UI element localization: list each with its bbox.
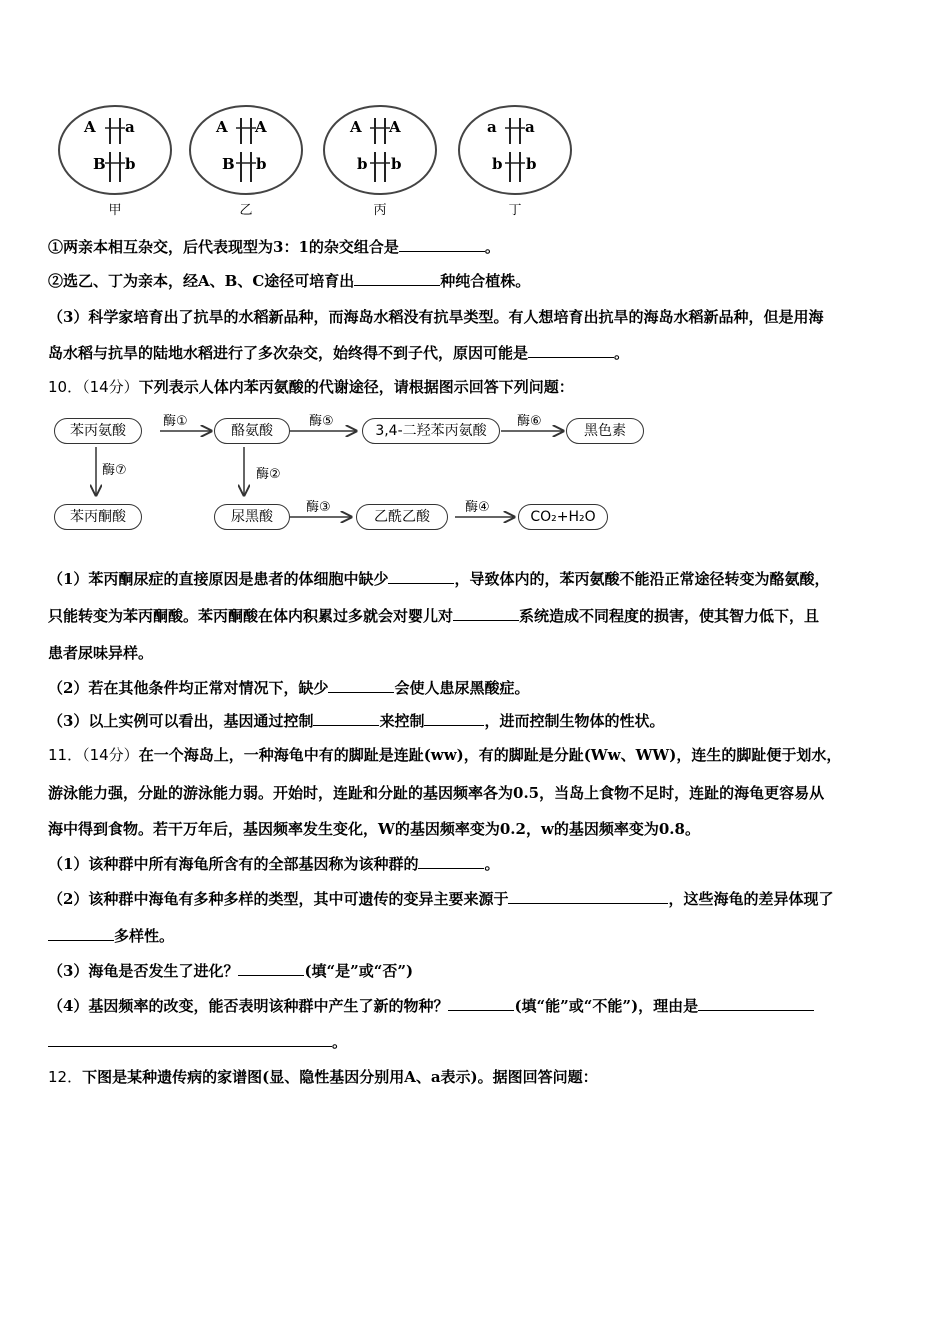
allele-yi-bottom-right: b [256, 155, 267, 173]
answer-blank[interactable] [698, 996, 814, 1011]
q10-a3 [48, 710, 664, 731]
q11-stem-line3: 海中得到食物。若干万年后，基因频率发生变化，W的基因频率变为0.2，w的基因频率变为0.8。 [48, 820, 700, 838]
answer-blank[interactable] [388, 569, 454, 584]
q10-a3-text-b: 来控制 [379, 712, 425, 730]
enzyme-7: 酶⑦ [102, 463, 127, 478]
q10-a1-text-b: ，导致体内的，苯丙氨酸不能沿正常途径转变为酪氨酸， [454, 570, 830, 588]
q11-stem-line1 [48, 744, 841, 765]
q9-sub2-text: ②选乙、丁为亲本，经A、B、C途径可培育出 [48, 272, 355, 290]
q10-stem [48, 376, 574, 397]
node-acetoacetate: 乙酰乙酸 [356, 504, 448, 530]
q11-a3 [48, 960, 413, 981]
q9-part3-end: 。 [614, 344, 630, 362]
q11-a3-text-b: (填“是”或“否”) [304, 962, 414, 980]
cell-label-ding: 丁 [508, 203, 522, 218]
enzyme-6: 酶⑥ [517, 414, 542, 429]
allele-bing-top-right: A [389, 118, 401, 136]
cell-bing [324, 106, 436, 194]
allele-bing-bottom-left: b [357, 155, 368, 173]
chromosome-cells-figure [50, 100, 590, 200]
answer-blank[interactable] [453, 606, 519, 621]
q10-a1-line2 [48, 605, 819, 626]
allele-jia-top-left: A [84, 118, 96, 136]
enzyme-4: 酶④ [465, 500, 490, 515]
q9-part3-line2 [48, 342, 629, 363]
allele-jia-top-right: a [125, 118, 135, 136]
allele-ding-top-left: a [487, 118, 497, 136]
allele-jia-bottom-right: b [125, 155, 136, 173]
q10-a1-line2-text-b: 系统造成不同程度的损害，使其智力低下，且 [519, 607, 820, 625]
node-dopa: 3,4-二羟苯丙氨酸 [362, 418, 500, 444]
answer-blank[interactable] [528, 343, 614, 358]
q10-a2 [48, 677, 529, 698]
q9-part3-line1: （3）科学家培育出了抗旱的水稻新品种，而海岛水稻没有抗旱类型。有人想培育出抗旱的海岛水稻新品种，但是用海 [48, 308, 824, 326]
q9-sub2 [48, 270, 530, 291]
allele-yi-top-right: A [255, 118, 267, 136]
answer-blank[interactable] [399, 237, 485, 252]
q11-a2-text-b: ，这些海龟的差异体现了 [668, 890, 834, 908]
q11-a4-text: （4）基因频率的改变，能否表明该种群中产生了新的物种？ [48, 997, 449, 1015]
q11-a4-text-b: (填“能”或“不能”)，理由是 [514, 997, 699, 1015]
allele-yi-bottom-left: B [222, 155, 235, 173]
q11-a4 [48, 995, 814, 1016]
q10-stem-text: 下列表示人体内苯丙氨酸的代谢途径，请根据图示回答下列问题： [138, 378, 574, 396]
enzyme-1: 酶① [163, 414, 188, 429]
node-tyrosine: 酪氨酸 [214, 418, 290, 444]
allele-bing-bottom-right: b [391, 155, 402, 173]
answer-blank[interactable] [424, 711, 484, 726]
answer-blank[interactable] [508, 889, 668, 904]
q10-a1-line3: 患者尿味异样。 [48, 644, 154, 662]
q11-a3-text: （3）海龟是否发生了进化？ [48, 962, 239, 980]
q9-sub1-end: 。 [484, 238, 500, 256]
q11-a1-text: （1）该种群中所有海龟所含有的全部基因称为该种群的 [48, 855, 419, 873]
q9-sub1-text: ①两亲本相互杂交，后代表现型为3：1的杂交组合是 [48, 238, 399, 256]
node-phenylalanine: 苯丙氨酸 [54, 418, 142, 444]
q11-a1 [48, 853, 499, 874]
q12-stem [48, 1066, 598, 1087]
answer-blank[interactable] [448, 996, 514, 1011]
answer-blank[interactable] [354, 271, 440, 286]
answer-blank[interactable] [418, 854, 484, 869]
q11-a2 [48, 888, 833, 909]
answer-blank[interactable] [238, 961, 304, 976]
cell-label-yi: 乙 [239, 203, 253, 218]
q11-a1-end: 。 [484, 855, 500, 873]
q9-sub2-end: 种纯合植株。 [440, 272, 531, 290]
q10-a2-text: （2）若在其他条件均正常对情况下，缺少 [48, 679, 329, 697]
allele-bing-top-left: A [350, 118, 362, 136]
q10-a3-text-c: ，进而控制生物体的性状。 [484, 712, 665, 730]
allele-ding-bottom-right: b [526, 155, 537, 173]
cell-jia [59, 106, 171, 194]
cell-label-bing: 丙 [373, 203, 387, 218]
cell-yi [190, 106, 302, 194]
q10-a1-text: （1）苯丙酮尿症的直接原因是患者的体细胞中缺少 [48, 570, 389, 588]
enzyme-5: 酶⑤ [309, 414, 334, 429]
allele-ding-top-right: a [525, 118, 535, 136]
q11-a4-end: 。 [332, 1033, 348, 1051]
q11-number: 11．（14分） [48, 746, 139, 764]
node-co2-h2o: CO₂+H₂O [518, 504, 608, 530]
q11-line1-text: 在一个海岛上，一种海龟中有的脚趾是连趾(ww)，有的脚趾是分趾(Ww、WW)，连生的脚趾便于划水， [138, 746, 842, 764]
q11-a2-text-c: 多样性。 [114, 927, 175, 945]
node-phenylpyruvate: 苯丙酮酸 [54, 504, 142, 530]
answer-blank[interactable] [48, 926, 114, 941]
node-melanin: 黑色素 [566, 418, 644, 444]
q11-a4-line2 [48, 1031, 347, 1052]
enzyme-2: 酶② [256, 467, 281, 482]
node-homogentisate: 尿黑酸 [214, 504, 290, 530]
q12-number: 12． [48, 1068, 83, 1086]
q10-number: 10．（14分） [48, 378, 139, 396]
cell-ding [459, 106, 571, 194]
allele-jia-bottom-left: B [93, 155, 106, 173]
q10-a1-line2-text: 只能转变为苯丙酮酸。苯丙酮酸在体内积累过多就会对婴儿对 [48, 607, 454, 625]
q11-stem-line2: 游泳能力强，分趾的游泳能力弱。开始时，连趾和分趾的基因频率各为0.5，当岛上食物不足时，连趾的海龟更容易从 [48, 784, 825, 802]
enzyme-3: 酶③ [306, 500, 331, 515]
q12-stem-text: 下图是某种遗传病的家谱图(显、隐性基因分别用A、a表示)。据图回答问题： [82, 1068, 598, 1086]
q10-a1-line1 [48, 568, 829, 589]
q11-a2-line2 [48, 925, 174, 946]
q9-part3-text: 岛水稻与抗旱的陆地水稻进行了多次杂交，始终得不到子代，原因可能是 [48, 344, 529, 362]
q9-sub1 [48, 236, 500, 257]
allele-yi-top-left: A [216, 118, 228, 136]
answer-blank[interactable] [313, 711, 379, 726]
q10-a3-text: （3）以上实例可以看出，基因通过控制 [48, 712, 314, 730]
answer-blank[interactable] [48, 1032, 332, 1047]
cell-label-jia: 甲 [108, 203, 122, 218]
answer-blank[interactable] [328, 678, 394, 693]
q10-a2-text-b: 会使人患尿黑酸症。 [394, 679, 530, 697]
q11-a2-text: （2）该种群中海龟有多种多样的类型，其中可遗传的变异主要来源于 [48, 890, 509, 908]
allele-ding-bottom-left: b [492, 155, 503, 173]
